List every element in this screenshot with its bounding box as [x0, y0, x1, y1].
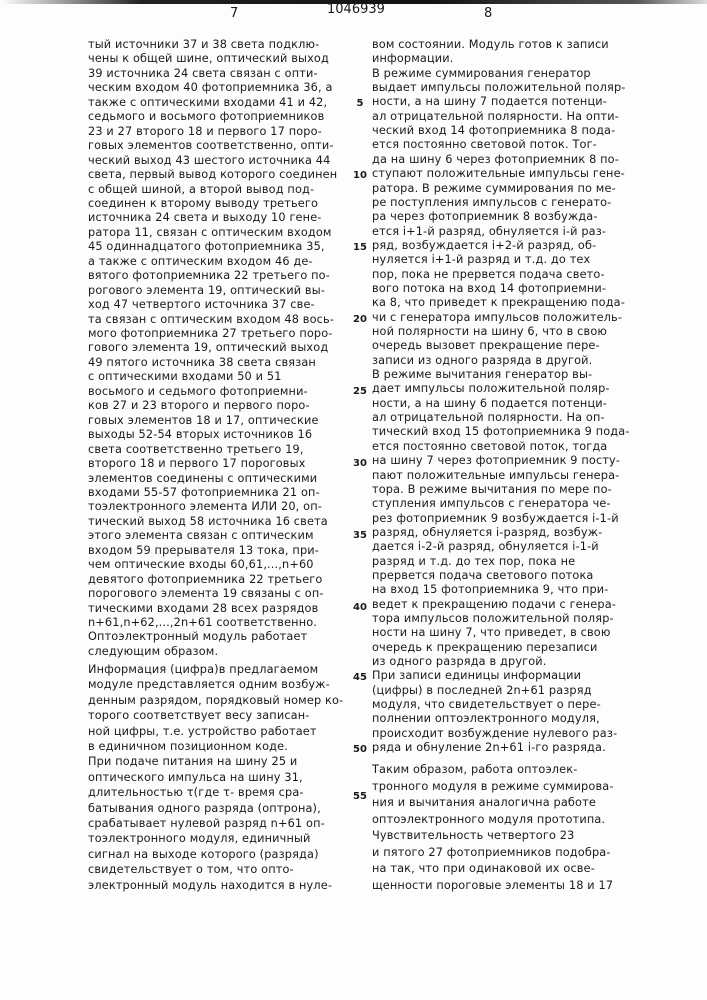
left-column-line: рогового элемента 19, оптический вы-	[88, 284, 325, 298]
left-column-line: 23 и 27 второго 18 и первого 17 поро-	[88, 125, 322, 139]
left-column-line: чены к общей шине, оптический выход	[88, 52, 329, 66]
right-column-line: да на шину 6 через фотоприемник 8 по-	[372, 153, 619, 167]
right-column-line: ческий вход 14 фотоприемника 8 пода-	[372, 124, 615, 138]
right-column-line: ступления импульсов с генератора че-	[372, 497, 611, 511]
line-number: 40	[349, 601, 371, 615]
right-column-line: ратора. В режиме суммирования по ме-	[372, 182, 616, 196]
right-column-line: нуляется i+1-й разряд и т.д. до тех	[372, 253, 590, 267]
right-column-line: пают положительные импульсы генера-	[372, 469, 619, 483]
left-column-line: этого элемента связан с оптическим	[88, 529, 314, 543]
left-column-line: оптического импульса на шину 31,	[88, 771, 303, 785]
right-column-line: очередь к прекращению перезаписи	[372, 641, 597, 655]
left-column-line: седьмого и восьмого фотоприемников	[88, 110, 324, 124]
right-column-line: ведет к прекращению подачи с генера-	[372, 598, 616, 612]
right-column-line: тора. В режиме вычитания по мере по-	[372, 483, 612, 497]
left-column-line: 49 пятого источника 38 света связан	[88, 356, 316, 370]
left-column-line: а также с оптическим входом 46 де-	[88, 255, 313, 269]
left-column-line: с оптическими входами 50 и 51	[88, 370, 282, 384]
right-column-line: ности, а на шину 6 подается потенци-	[372, 397, 607, 411]
right-column-line: пор, пока не прервется подача свето-	[372, 268, 605, 282]
left-column-line: говых элементов соответственно, опти-	[88, 139, 334, 153]
right-column-line: Таким образом, работа оптоэлек-	[372, 763, 577, 777]
right-column-line: ряда и обнуление 2n+61 i-го разряда.	[372, 741, 606, 755]
left-column-line: гового элемента 19, оптический выход	[88, 341, 328, 355]
right-column-line: оптоэлектронного модуля прототипа.	[372, 813, 605, 827]
left-column-line: ческим входом 40 фотоприемника 36, а	[88, 81, 333, 95]
left-column-line: торого соответствует весу записан-	[88, 709, 310, 723]
right-column-line: модуля, что свидетельствует о пере-	[372, 698, 601, 712]
right-column-line: записи из одного разряда в другой.	[372, 354, 592, 368]
line-number: 25	[349, 385, 371, 399]
left-column-line: второго 18 и первого 17 пороговых	[88, 457, 306, 471]
left-column-line: входами 55-57 фотоприемника 21 оп-	[88, 486, 320, 500]
right-column-line: на так, что при одинаковой их осве-	[372, 862, 595, 876]
right-column-line: ности, а на шину 7 подается потенци-	[372, 95, 607, 109]
right-column-line: ра через фотоприемник 8 возбужда-	[372, 210, 598, 224]
left-column-line: говых элементов 18 и 17, оптические	[88, 414, 319, 428]
left-column-line: батывания одного разряда (оптрона),	[88, 802, 321, 816]
left-column-line: чем оптические входы 60,61,...,n+60	[88, 558, 314, 572]
right-column-line: дает импульсы положительной поляр-	[372, 382, 610, 396]
left-column-line: срабатывает нулевой разряд n+61 оп-	[88, 817, 325, 831]
left-column-line: Оптоэлектронный модуль работает	[88, 630, 307, 644]
left-column-line: следующим образом.	[88, 645, 218, 659]
left-column-line: с общей шиной, а второй вывод под-	[88, 183, 314, 197]
right-column-line: на вход 15 фотоприемника 9, что при-	[372, 583, 609, 597]
right-page-number: 8	[484, 6, 492, 21]
right-column-line: ступают положительные импульсы гене-	[372, 167, 625, 181]
left-column-line: девятого фотоприемника 22 третьего	[88, 573, 322, 587]
left-column-line: восьмого и седьмого фотоприемни-	[88, 385, 308, 399]
left-column-line: входом 59 прерывателя 13 тока, при-	[88, 544, 319, 558]
left-column-line: та связан с оптическим входом 48 вось-	[88, 313, 334, 327]
line-number: 10	[349, 169, 371, 183]
left-column-line: n+61,n+62,...,2n+61 соответственно.	[88, 616, 317, 630]
right-column-line: В режиме вычитания генератор вы-	[372, 368, 592, 382]
line-number: 45	[349, 671, 371, 685]
line-number: 50	[349, 743, 371, 757]
left-column-line: выходы 52-54 вторых источников 16	[88, 428, 312, 442]
left-column-line: света, первый вывод которого соединен	[88, 168, 337, 182]
right-column-line: выдает импульсы положительной поляр-	[372, 81, 626, 95]
left-column-line: ческий выход 43 шестого источника 44	[88, 154, 330, 168]
right-column-line: Чувствительность четвертого 23	[372, 829, 574, 843]
left-column-line: 39 источника 24 света связан с опти-	[88, 67, 318, 81]
left-column-line: тый источники 37 и 38 света подклю-	[88, 38, 319, 52]
left-column-line: тоэлектронного модуля, единичный	[88, 832, 311, 846]
right-column-line: тора импульсов положительной поляр-	[372, 612, 614, 626]
left-column-line: свидетельствует о том, что опто-	[88, 863, 294, 877]
left-column-line: При подаче питания на шину 25 и	[88, 755, 297, 769]
left-column-line: порогового элемента 19 связаны с оп-	[88, 587, 324, 601]
right-column-line: В режиме суммирования генератор	[372, 67, 591, 81]
left-column-line: ной цифры, т.е. устройство работает	[88, 725, 317, 739]
left-column-line: соединен к второму выводу третьего	[88, 197, 318, 211]
left-column-line: источника 24 света и выходу 10 гене-	[88, 211, 322, 225]
right-column-line: ется постоянно световой поток. Тог-	[372, 138, 597, 152]
left-column-line: в единичном позиционном коде.	[88, 740, 288, 754]
right-column-line: очередь вызовет прекращение пере-	[372, 339, 600, 353]
left-column-line: модуле представляется одним возбуж-	[88, 678, 330, 692]
left-column-line: мого фотоприемника 27 третьего поро-	[88, 327, 333, 341]
right-column-line: ал отрицательной полярности. На оп-	[372, 411, 605, 425]
right-column-line: ния и вычитания аналогична работе	[372, 796, 596, 810]
right-column-line: чи с генератора импульсов положитель-	[372, 311, 622, 325]
right-column-line: ется i+1-й разряд, обнуляется i-й раз-	[372, 225, 606, 239]
left-column-line: света соответственно третьего 19,	[88, 443, 304, 457]
line-number: 20	[349, 313, 371, 327]
left-page-number: 7	[230, 6, 238, 21]
right-column-line: на шину 7 через фотоприемник 9 посту-	[372, 454, 620, 468]
right-column-line: тронного модуля в режиме суммирова-	[372, 780, 614, 794]
left-column-line: тическими входами 28 всех разрядов	[88, 602, 318, 616]
right-column-line: и пятого 27 фотоприемников подобра-	[372, 846, 611, 860]
right-column-line: ал отрицательной полярности. На опти-	[372, 110, 619, 124]
left-column-line: сигнал на выходе которого (разряда)	[88, 848, 319, 862]
right-column-line: ряд, возбуждается i+2-й разряд, об-	[372, 239, 596, 253]
patent-number: 1046939	[327, 2, 385, 17]
right-column-line: прервется подача светового потока	[372, 569, 594, 583]
right-column-line: вого потока на вход 14 фотоприемни-	[372, 282, 606, 296]
right-column-line: из одного разряда в другой.	[372, 655, 547, 669]
right-column-line: ре поступления импульсов с генерато-	[372, 196, 611, 210]
line-number: 55	[349, 790, 371, 804]
left-column-line: также с оптическими входами 41 и 42,	[88, 96, 327, 110]
right-column-line: полнении оптоэлектронного модуля,	[372, 712, 600, 726]
left-column-line: 45 одиннадцатого фотоприемника 35,	[88, 240, 325, 254]
left-column-line: денным разрядом, порядковый номер ко-	[88, 694, 343, 708]
left-column-line: Информация (цифра)в предлагаемом	[88, 663, 318, 677]
right-column-line: ется постоянно световой поток, тогда	[372, 440, 607, 454]
right-column-line: ка 8, что приведет к прекращению пода-	[372, 296, 625, 310]
line-number: 30	[349, 457, 371, 471]
left-column-line: ход 47 четвертого источника 37 све-	[88, 298, 315, 312]
left-column-line: ратора 11, связан с оптическим входом	[88, 226, 332, 240]
left-column-line: элементов соединены с оптическими	[88, 472, 317, 486]
line-number: 35	[349, 529, 371, 543]
right-column-line: щенности пороговые элементы 18 и 17	[372, 879, 613, 893]
right-column-line: происходит возбуждение нулевого раз-	[372, 727, 617, 741]
right-column-line: информации.	[372, 52, 454, 66]
right-column-line: ной полярности на шину 6, что в свою	[372, 325, 607, 339]
right-column-line: (цифры) в последней 2n+61 разряд	[372, 684, 592, 698]
right-column-line: дается i-2-й разряд, обнуляется i-1-й	[372, 540, 599, 554]
left-column-line: тический выход 58 источника 16 света	[88, 515, 328, 529]
left-column-line: вятого фотоприемника 22 третьего по-	[88, 269, 330, 283]
line-number: 15	[349, 241, 371, 255]
right-column-line: разряд и т.д. до тех пор, пока не	[372, 555, 575, 569]
line-number: 5	[349, 97, 371, 111]
right-column-line: тический вход 15 фотоприемника 9 пода-	[372, 425, 630, 439]
right-column-line: ности на шину 7, что приведет, в свою	[372, 626, 611, 640]
right-column-line: разряд, обнуляется i-разряд, возбуж-	[372, 526, 602, 540]
left-column-line: длительностью τ(где τ- время сра-	[88, 786, 304, 800]
right-column-line: рез фотоприемник 9 возбуждается i-1-й	[372, 512, 619, 526]
left-column-line: ков 27 и 23 второго и первого поро-	[88, 399, 310, 413]
right-column-line: При записи единицы информации	[372, 669, 581, 683]
left-column-line: электронный модуль находится в нуле-	[88, 879, 332, 893]
right-column-line: вом состоянии. Модуль готов к записи	[372, 38, 609, 52]
left-column-line: тоэлектронного элемента ИЛИ 20, оп-	[88, 500, 322, 514]
